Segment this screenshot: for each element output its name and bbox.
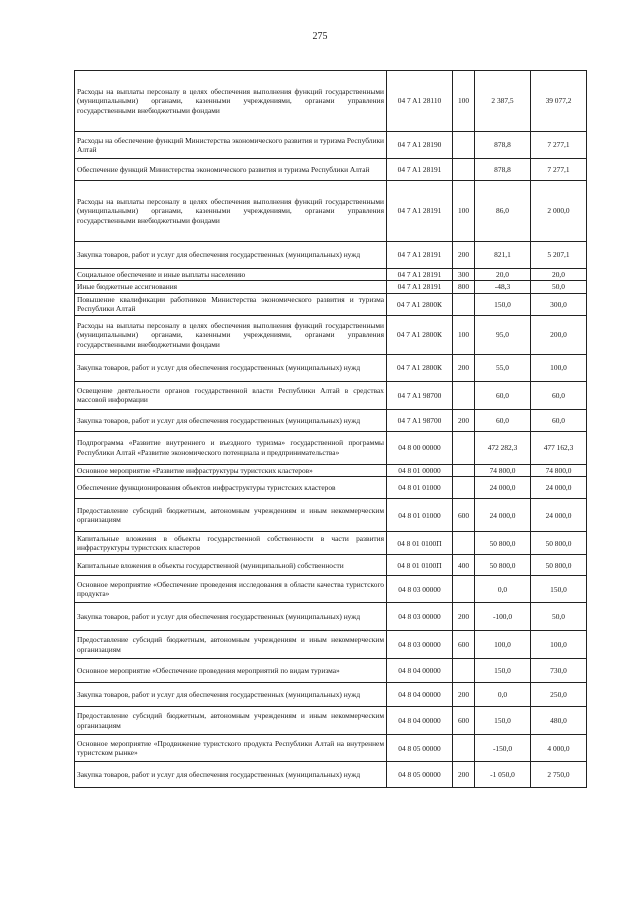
expense-kind-cell: 400 bbox=[453, 555, 475, 576]
expense-kind-cell: 200 bbox=[453, 683, 475, 707]
amount-cell: 150,0 bbox=[475, 659, 531, 683]
code-cell: 04 7 A1 28191 bbox=[387, 159, 453, 181]
expense-kind-cell bbox=[453, 576, 475, 603]
total-cell: 50 800,0 bbox=[531, 555, 587, 576]
table-row bbox=[75, 576, 587, 603]
description-cell: Предоставление субсидий бюджетным, автономным учреждениям и иным некоммерческим организациям bbox=[75, 707, 387, 735]
code-cell: 04 7 A1 28190 bbox=[387, 132, 453, 159]
amount-cell: 150,0 bbox=[475, 293, 531, 315]
expense-kind-cell: 300 bbox=[453, 269, 475, 281]
expense-kind-cell bbox=[453, 132, 475, 159]
code-cell: 04 7 A1 28191 bbox=[387, 242, 453, 269]
code-cell: 04 7 A1 2800К bbox=[387, 354, 453, 381]
expense-kind-cell bbox=[453, 477, 475, 499]
amount-cell: 878,8 bbox=[475, 132, 531, 159]
amount-cell: -150,0 bbox=[475, 735, 531, 762]
amount-cell: 50 800,0 bbox=[475, 555, 531, 576]
total-cell: 200,0 bbox=[531, 315, 587, 354]
expense-kind-cell: 100 bbox=[453, 181, 475, 242]
code-cell: 04 7 A1 28110 bbox=[387, 71, 453, 132]
total-cell: 50 800,0 bbox=[531, 532, 587, 555]
total-cell: 60,0 bbox=[531, 381, 587, 409]
amount-cell: 2 387,5 bbox=[475, 71, 531, 132]
total-cell: 250,0 bbox=[531, 683, 587, 707]
total-cell: 24 000,0 bbox=[531, 499, 587, 532]
table-row bbox=[75, 281, 587, 293]
code-cell: 04 8 03 00000 bbox=[387, 603, 453, 631]
table-row bbox=[75, 631, 587, 659]
budget-table bbox=[74, 70, 587, 788]
table-row bbox=[75, 242, 587, 269]
total-cell: 24 000,0 bbox=[531, 477, 587, 499]
code-cell: 04 8 00 00000 bbox=[387, 431, 453, 464]
description-cell: Расходы на выплаты персоналу в целях обеспечения выполнения функций государственными (муниципальными) органами, казенными учреждениями, органами управления государственными внебюджетными фондами bbox=[75, 71, 387, 132]
total-cell: 300,0 bbox=[531, 293, 587, 315]
code-cell: 04 8 05 00000 bbox=[387, 762, 453, 788]
expense-kind-cell bbox=[453, 293, 475, 315]
table-row bbox=[75, 707, 587, 735]
description-cell: Предоставление субсидий бюджетным, автономным учреждениям и иным некоммерческим организациям bbox=[75, 499, 387, 532]
amount-cell: 60,0 bbox=[475, 409, 531, 431]
total-cell: 730,0 bbox=[531, 659, 587, 683]
table-row bbox=[75, 555, 587, 576]
expense-kind-cell: 200 bbox=[453, 354, 475, 381]
table-row bbox=[75, 159, 587, 181]
description-cell: Освещение деятельности органов государственной власти Республики Алтай в средствах массовой информации bbox=[75, 381, 387, 409]
expense-kind-cell: 800 bbox=[453, 281, 475, 293]
amount-cell: 24 000,0 bbox=[475, 499, 531, 532]
code-cell: 04 7 A1 2800К bbox=[387, 293, 453, 315]
code-cell: 04 8 03 00000 bbox=[387, 631, 453, 659]
description-cell: Социальное обеспечение и иные выплаты населению bbox=[75, 269, 387, 281]
expense-kind-cell: 600 bbox=[453, 707, 475, 735]
table-row bbox=[75, 532, 587, 555]
code-cell: 04 7 A1 2800К bbox=[387, 315, 453, 354]
amount-cell: 878,8 bbox=[475, 159, 531, 181]
table-row bbox=[75, 269, 587, 281]
description-cell: Закупка товаров, работ и услуг для обеспечения государственных (муниципальных) нужд bbox=[75, 762, 387, 788]
amount-cell: 100,0 bbox=[475, 631, 531, 659]
total-cell: 60,0 bbox=[531, 409, 587, 431]
description-cell: Иные бюджетные ассигнования bbox=[75, 281, 387, 293]
expense-kind-cell bbox=[453, 431, 475, 464]
total-cell: 39 077,2 bbox=[531, 71, 587, 132]
table-row bbox=[75, 293, 587, 315]
description-cell: Расходы на выплаты персоналу в целях обеспечения выполнения функций государственными (муниципальными) органами, казенными учреждениями, органами управления государственными внебюджетными фондами bbox=[75, 315, 387, 354]
code-cell: 04 8 01 01000 bbox=[387, 477, 453, 499]
total-cell: 477 162,3 bbox=[531, 431, 587, 464]
description-cell: Расходы на обеспечение функций Министерства экономического развития и туризма Республики Алтай bbox=[75, 132, 387, 159]
amount-cell: -1 050,0 bbox=[475, 762, 531, 788]
total-cell: 7 277,1 bbox=[531, 159, 587, 181]
table-row bbox=[75, 499, 587, 532]
total-cell: 74 800,0 bbox=[531, 464, 587, 476]
amount-cell: 20,0 bbox=[475, 269, 531, 281]
expense-kind-cell: 200 bbox=[453, 409, 475, 431]
expense-kind-cell bbox=[453, 532, 475, 555]
expense-kind-cell: 100 bbox=[453, 71, 475, 132]
amount-cell: 821,1 bbox=[475, 242, 531, 269]
table-row bbox=[75, 659, 587, 683]
table-row bbox=[75, 354, 587, 381]
expense-kind-cell: 100 bbox=[453, 315, 475, 354]
table-row bbox=[75, 71, 587, 132]
code-cell: 04 7 A1 98700 bbox=[387, 381, 453, 409]
amount-cell: -100,0 bbox=[475, 603, 531, 631]
amount-cell: 60,0 bbox=[475, 381, 531, 409]
total-cell: 2 750,0 bbox=[531, 762, 587, 788]
amount-cell: 472 282,3 bbox=[475, 431, 531, 464]
description-cell: Обеспечение функций Министерства экономического развития и туризма Республики Алтай bbox=[75, 159, 387, 181]
total-cell: 7 277,1 bbox=[531, 132, 587, 159]
code-cell: 04 8 04 00000 bbox=[387, 659, 453, 683]
amount-cell: -48,3 bbox=[475, 281, 531, 293]
code-cell: 04 7 A1 28191 bbox=[387, 269, 453, 281]
expense-kind-cell bbox=[453, 159, 475, 181]
total-cell: 20,0 bbox=[531, 269, 587, 281]
amount-cell: 0,0 bbox=[475, 683, 531, 707]
amount-cell: 86,0 bbox=[475, 181, 531, 242]
expense-kind-cell: 200 bbox=[453, 762, 475, 788]
description-cell: Закупка товаров, работ и услуг для обеспечения государственных (муниципальных) нужд bbox=[75, 354, 387, 381]
expense-kind-cell: 200 bbox=[453, 242, 475, 269]
amount-cell: 95,0 bbox=[475, 315, 531, 354]
code-cell: 04 8 03 00000 bbox=[387, 576, 453, 603]
total-cell: 50,0 bbox=[531, 281, 587, 293]
table-row bbox=[75, 477, 587, 499]
total-cell: 4 000,0 bbox=[531, 735, 587, 762]
code-cell: 04 8 01 0100П bbox=[387, 532, 453, 555]
code-cell: 04 8 04 00000 bbox=[387, 683, 453, 707]
description-cell: Закупка товаров, работ и услуг для обеспечения государственных (муниципальных) нужд bbox=[75, 242, 387, 269]
table-row bbox=[75, 762, 587, 788]
code-cell: 04 7 A1 28191 bbox=[387, 181, 453, 242]
code-cell: 04 8 01 01000 bbox=[387, 499, 453, 532]
total-cell: 5 207,1 bbox=[531, 242, 587, 269]
code-cell: 04 8 01 00000 bbox=[387, 464, 453, 476]
amount-cell: 24 000,0 bbox=[475, 477, 531, 499]
table-row bbox=[75, 409, 587, 431]
page-number: 275 bbox=[312, 31, 328, 42]
description-cell: Капитальные вложения в объекты государственной (муниципальной) собственности bbox=[75, 555, 387, 576]
description-cell: Расходы на выплаты персоналу в целях обеспечения выполнения функций государственными (муниципальными) органами, казенными учреждениями, органами управления государственными внебюджетными фондами bbox=[75, 181, 387, 242]
table-row bbox=[75, 683, 587, 707]
table-row bbox=[75, 735, 587, 762]
code-cell: 04 8 04 00000 bbox=[387, 707, 453, 735]
total-cell: 150,0 bbox=[531, 576, 587, 603]
description-cell: Закупка товаров, работ и услуг для обеспечения государственных (муниципальных) нужд bbox=[75, 409, 387, 431]
table-row bbox=[75, 181, 587, 242]
amount-cell: 150,0 bbox=[475, 707, 531, 735]
amount-cell: 55,0 bbox=[475, 354, 531, 381]
expense-kind-cell bbox=[453, 735, 475, 762]
expense-kind-cell: 600 bbox=[453, 499, 475, 532]
description-cell: Основное мероприятие «Обеспечение проведения исследования в области качества туристского продукта» bbox=[75, 576, 387, 603]
code-cell: 04 8 01 0100П bbox=[387, 555, 453, 576]
description-cell: Закупка товаров, работ и услуг для обеспечения государственных (муниципальных) нужд bbox=[75, 603, 387, 631]
code-cell: 04 8 05 00000 bbox=[387, 735, 453, 762]
description-cell: Основное мероприятие «Обеспечение проведения мероприятий по видам туризма» bbox=[75, 659, 387, 683]
expense-kind-cell bbox=[453, 464, 475, 476]
expense-kind-cell bbox=[453, 381, 475, 409]
total-cell: 50,0 bbox=[531, 603, 587, 631]
code-cell: 04 7 A1 98700 bbox=[387, 409, 453, 431]
amount-cell: 50 800,0 bbox=[475, 532, 531, 555]
amount-cell: 0,0 bbox=[475, 576, 531, 603]
table-row bbox=[75, 464, 587, 476]
table-row bbox=[75, 315, 587, 354]
expense-kind-cell: 200 bbox=[453, 603, 475, 631]
code-cell: 04 7 A1 28191 bbox=[387, 281, 453, 293]
total-cell: 480,0 bbox=[531, 707, 587, 735]
description-cell: Обеспечение функционирования объектов инфраструктуры туристских кластеров bbox=[75, 477, 387, 499]
expense-kind-cell bbox=[453, 659, 475, 683]
table-row bbox=[75, 132, 587, 159]
description-cell: Повышение квалификации работников Министерства экономического развития и туризма Республики Алтай bbox=[75, 293, 387, 315]
table-row bbox=[75, 431, 587, 464]
total-cell: 100,0 bbox=[531, 354, 587, 381]
table-row bbox=[75, 381, 587, 409]
total-cell: 2 000,0 bbox=[531, 181, 587, 242]
budget-table-body bbox=[75, 71, 587, 788]
table-row bbox=[75, 603, 587, 631]
description-cell: Основное мероприятие «Развитие инфраструктуры туристских кластеров» bbox=[75, 464, 387, 476]
amount-cell: 74 800,0 bbox=[475, 464, 531, 476]
expense-kind-cell: 600 bbox=[453, 631, 475, 659]
description-cell: Закупка товаров, работ и услуг для обеспечения государственных (муниципальных) нужд bbox=[75, 683, 387, 707]
total-cell: 100,0 bbox=[531, 631, 587, 659]
description-cell: Капитальные вложения в объекты государственной собственности в части развития инфраструктуры туристских кластеров bbox=[75, 532, 387, 555]
description-cell: Предоставление субсидий бюджетным, автономным учреждениям и иным некоммерческим организациям bbox=[75, 631, 387, 659]
description-cell: Основное мероприятие «Продвижение туристского продукта Республики Алтай на внутреннем туристском рынке» bbox=[75, 735, 387, 762]
description-cell: Подпрограмма «Развитие внутреннего и въездного туризма» государственной программы Республики Алтай «Развитие экономического потенциала и предпринимательства» bbox=[75, 431, 387, 464]
